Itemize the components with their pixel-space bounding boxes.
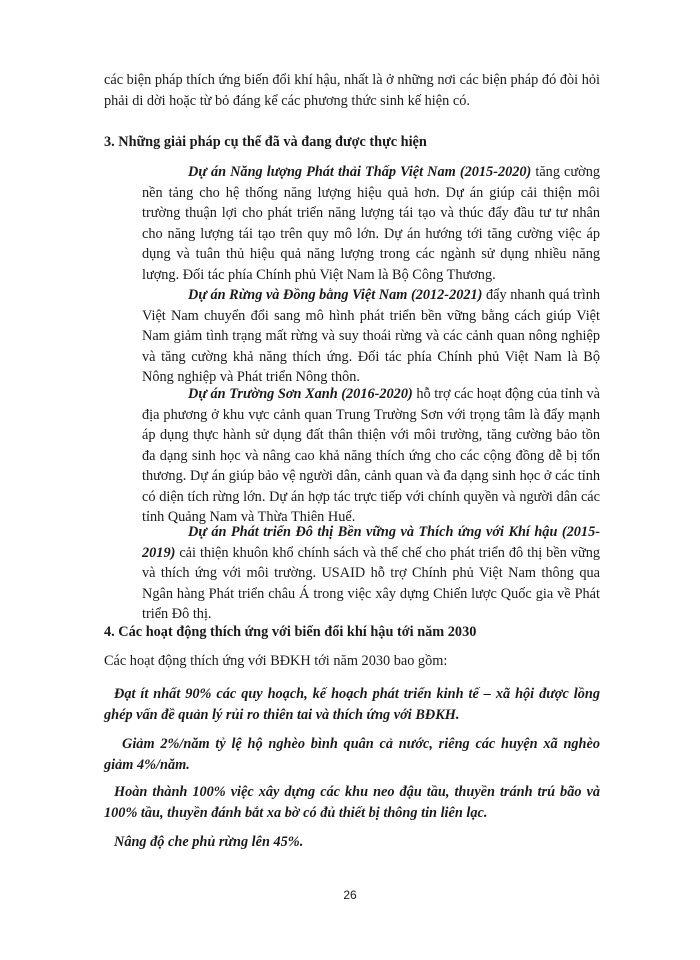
project-text-2: đẩy nhanh quá trình Việt Nam chuyển đổi sang mô hình phát triển bền vững bằng cách giúp Việt Nam giảm tình trạng mất rừng và suy thoái rừng và các cảnh quan nông nghiệp và tăng cường khả năng thích ứng. Đối tác phía Chính phủ Việt Nam là Bộ Nông nghiệp và Phát triển Nông thôn. [142, 287, 600, 385]
project-text-4: cải thiện khuôn khổ chính sách và thể chế cho phát triển đô thị bền vững và thích ứng với môi trường. USAID hỗ trợ Chính phủ Việt Nam thông qua Ngân hàng Phát triển châu Á trong việc xây dựng Chiến lược Quốc gia về Phát triển Đô thị. [142, 544, 600, 622]
project-paragraph-2 [142, 285, 600, 388]
section-3-heading: 3. Những giải pháp cụ thể đã và đang được thực hiện [104, 134, 427, 150]
section-4-intro: Các hoạt động thích ứng với BĐKH tới năm 2030 bao gồm: [104, 653, 448, 669]
project-name-3: Dự án Trường Sơn Xanh (2016-2020) [188, 386, 413, 402]
project-paragraph-3 [142, 384, 600, 528]
target-item-4: Nâng độ che phủ rừng lên 45%. [114, 834, 304, 850]
section-4-heading: 4. Các hoạt động thích ứng với biến đổi khí hậu tới năm 2030 [104, 624, 477, 640]
target-item-2: Giảm 2%/năm tỷ lệ hộ nghèo bình quân cả nước, riêng các huyện xã nghèo giảm 4%/năm. [104, 736, 600, 773]
project-name-2: Dự án Rừng và Đồng bằng Việt Nam (2012-2021) [188, 287, 483, 303]
project-paragraph-1 [142, 162, 600, 285]
project-text-1: tăng cường nền tảng cho hệ thống năng lượng hiệu quả hơn. Dự án giúp cải thiện môi trường thuận lợi cho phát triển năng lượng tái tạo và thúc đẩy đầu tư tư nhân cho năng lượng tái tạo trên quy mô lớn. Dự án hướng tới tăng cường việc áp dụng và tuân thủ hiệu quả năng lượng trong các ngành sử dụng nhiều năng lượng. Đối tác phía Chính phủ Việt Nam là Bộ Công Thương. [142, 164, 600, 283]
target-item-3: Hoàn thành 100% việc xây dựng các khu neo đậu tầu, thuyền tránh trú bão và 100% tầu, thuyền đánh bắt xa bờ có đủ thiết bị thông tin liên lạc. [104, 784, 600, 821]
project-text-3: hỗ trợ các hoạt động của tỉnh và địa phương ở khu vực cảnh quan Trung Trường Sơn với trọng tâm là đẩy mạnh áp dụng thực hành sử dụng đất thân thiện với môi trường, tăng cường bảo tồn đa dạng sinh học và nâng cao khả năng thích ứng cho các cộng đồng dễ bị tổn thương. Dự án giúp bảo vệ người dân, cảnh quan và đa dạng sinh học ở các tỉnh có diện tích rừng lớn. Dự án hợp tác trực tiếp với chính quyền và người dân các tỉnh Quảng Nam và Thừa Thiên Huế. [142, 386, 600, 525]
project-name-1: Dự án Năng lượng Phát thải Thấp Việt Nam (2015-2020) [188, 164, 532, 180]
target-item-1: Đạt ít nhất 90% các quy hoạch, kế hoạch phát triển kinh tế – xã hội được lồng ghép vấn đề quản lý rủi ro thiên tai và thích ứng với BĐKH. [104, 686, 600, 723]
intro-paragraph: các biện pháp thích ứng biến đổi khí hậu, nhất là ở những nơi các biện pháp đó đòi hỏi phải di dời hoặc từ bỏ đáng kể các phương thức sinh kế hiện có. [104, 72, 600, 109]
page-number: 26 [343, 888, 357, 902]
project-name-4: Dự án Phát triển Đô thị Bền vững và Thích ứng với Khí hậu (2015-2019) [142, 524, 600, 561]
project-paragraph-4 [142, 522, 600, 625]
